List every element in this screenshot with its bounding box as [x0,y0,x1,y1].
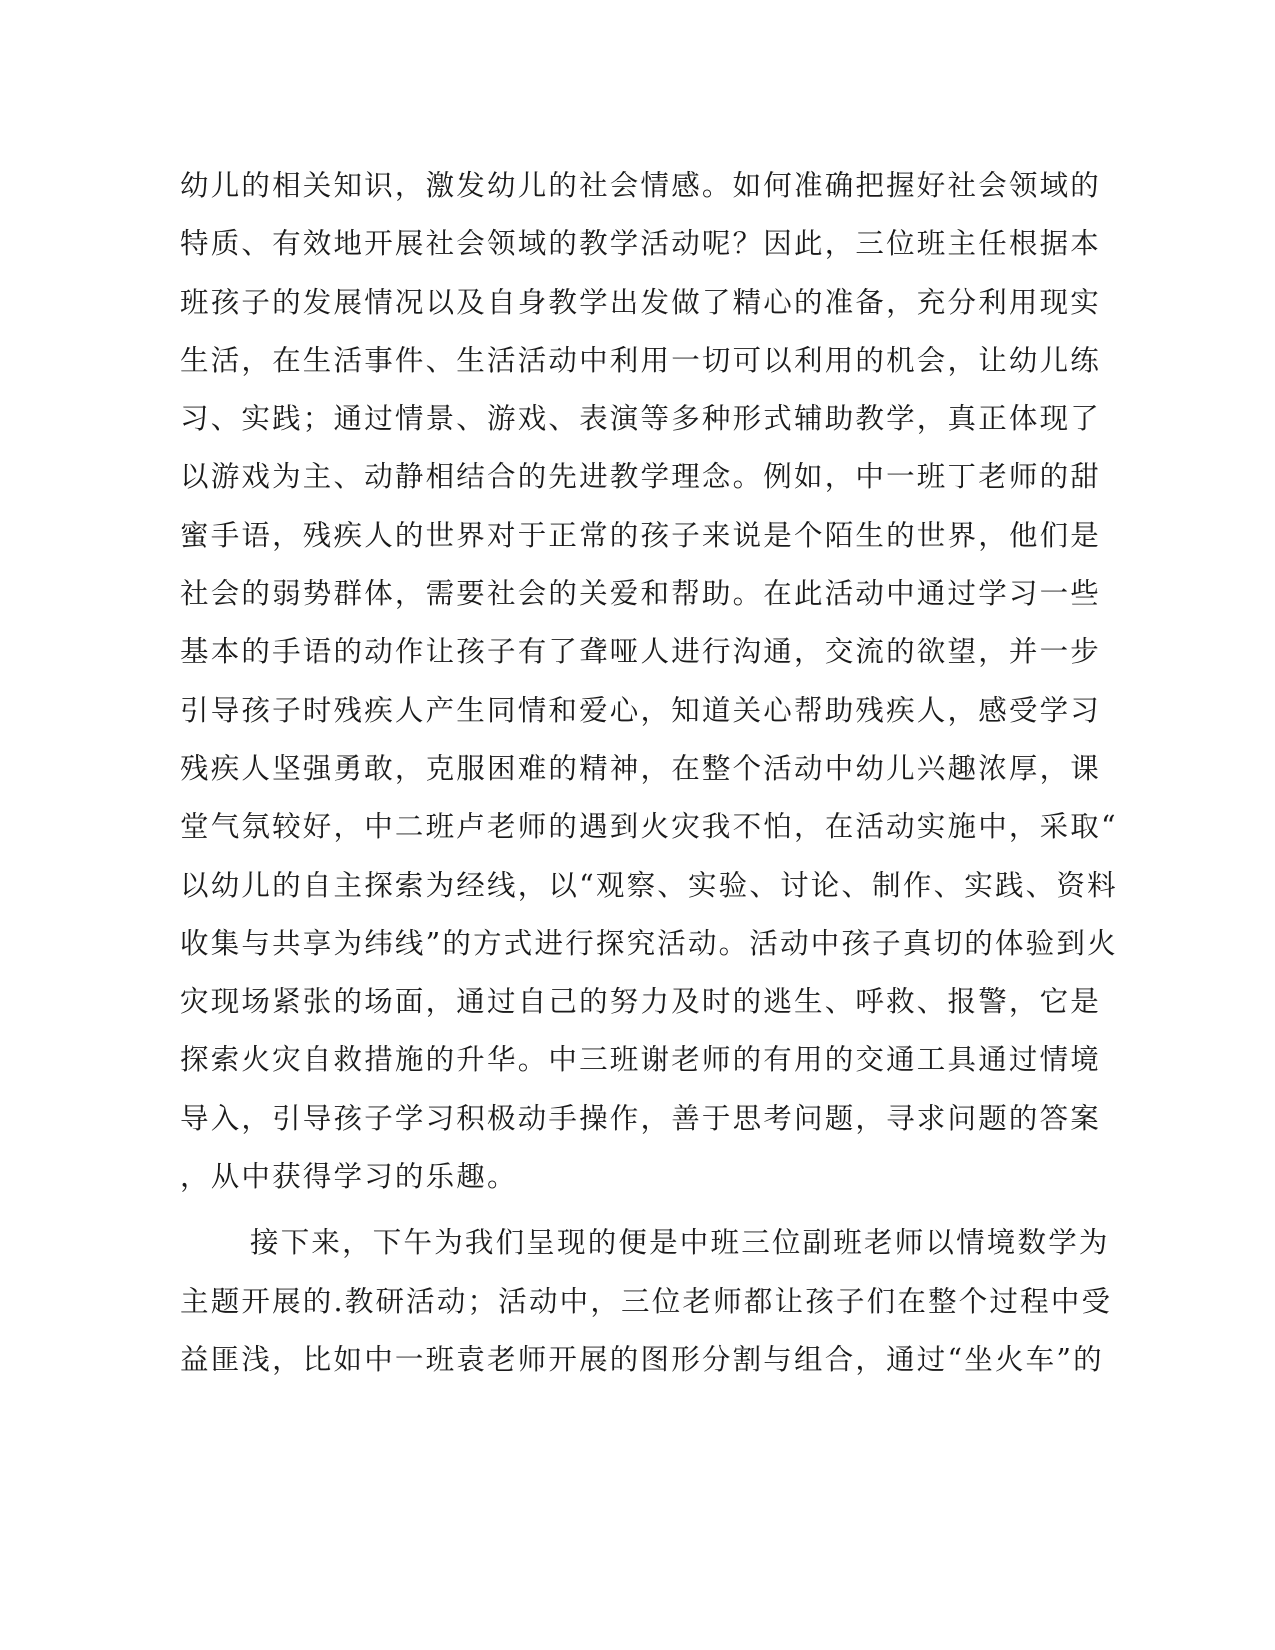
text-line: 习、实践；通过情景、游戏、表演等多种形式辅助教学，真正体现了 [180,402,1102,436]
text-line: 特质、有效地开展社会领域的教学活动呢？因此，三位班主任根据本 [180,227,1102,261]
text-line: 以幼儿的自主探索为经线，以“观察、实验、讨论、制作、实践、资料 [180,868,1118,902]
text-line: 堂气氛较好，中二班卢老师的遇到火灾我不怕，在活动实施中，采取“ [180,810,1118,844]
paragraph-2 [180,1214,1113,1389]
text-line: 益匪浅，比如中一班袁老师开展的图形分割与组合，通过“坐火车”的 [180,1342,1104,1376]
text-line: 蜜手语，残疾人的世界对于正常的孩子来说是个陌生的世界，他们是 [180,518,1102,552]
document-body [180,157,1118,1389]
text-line: 社会的弱势群体，需要社会的关爱和帮助。在此活动中通过学习一些 [180,577,1102,611]
text-line: 幼儿的相关知识，激发幼儿的社会情感。如何准确把握好社会领域的 [180,169,1102,202]
text-line: 生活，在生活事件、生活活动中利用一切可以利用的机会，让幼儿练 [180,343,1102,377]
text-line: 收集与共享为纬线”的方式进行探究活动。活动中孩子真切的体验到火 [180,926,1118,960]
paragraph-1 [180,157,1118,1206]
text-line: 以游戏为主、动静相结合的先进教学理念。例如，中一班丁老师的甜 [180,460,1102,494]
text-line: 接下来，下午为我们呈现的便是中班三位副班老师以情境数学为 [250,1226,1110,1260]
text-line: 班孩子的发展情况以及自身教学出发做了精心的准备，充分利用现实 [180,285,1102,319]
text-line: 主题开展的.教研活动；活动中，三位老师都让孩子们在整个过程中受 [180,1284,1113,1318]
text-line: 灾现场紧张的场面，通过自己的努力及时的逃生、呼救、报警，它是 [180,985,1102,1019]
text-line: 导入，引导孩子学习积极动手操作，善于思考问题，寻求问题的答案 [180,1101,1102,1135]
text-line: 基本的手语的动作让孩子有了聋哑人进行沟通，交流的欲望，并一步 [180,635,1102,669]
text-line: 探索火灾自救措施的升华。中三班谢老师的有用的交通工具通过情境 [180,1043,1102,1077]
text-line: ，从中获得学习的乐趣。 [180,1160,518,1194]
text-line: 残疾人坚强勇敢，克服困难的精神，在整个活动中幼儿兴趣浓厚，课 [180,751,1102,785]
text-line: 引导孩子时残疾人产生同情和爱心，知道关心帮助残疾人，感受学习 [180,693,1102,727]
